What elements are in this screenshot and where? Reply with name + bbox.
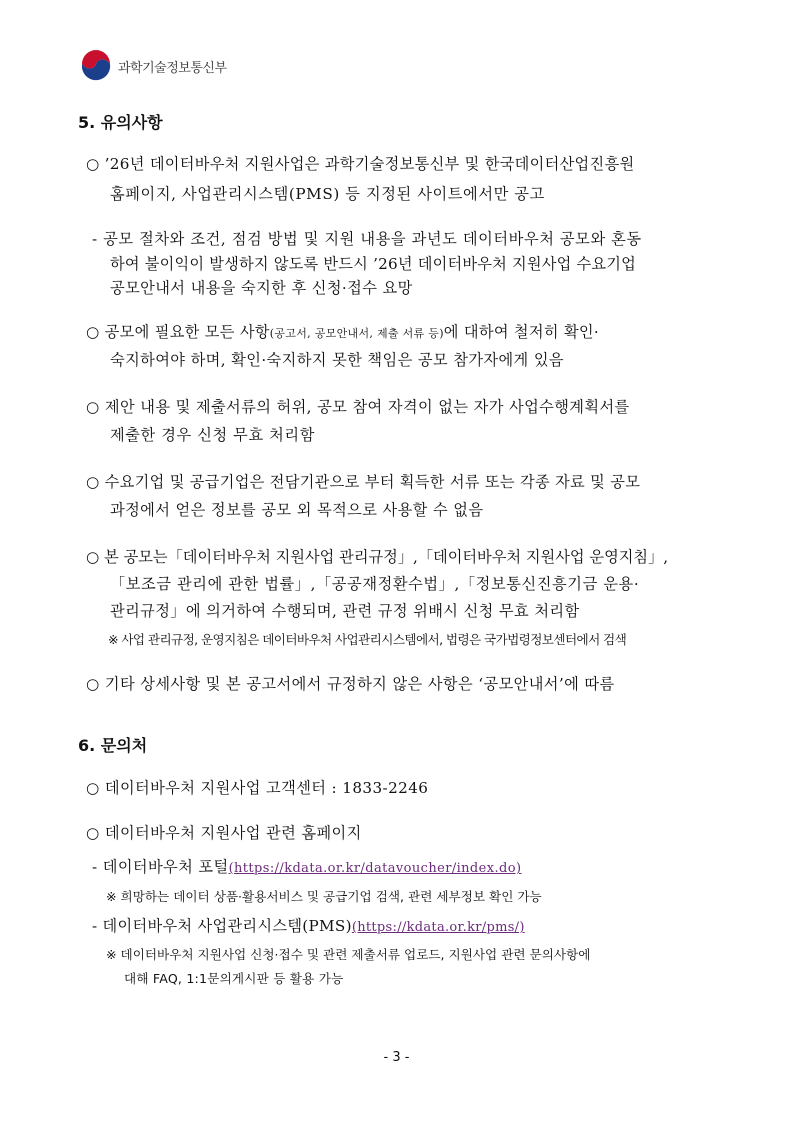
notice-4-line-1: ○ 제안 내용 및 제출서류의 허위, 공모 참여 자격이 없는 자가 사업수행계획서를 — [86, 398, 630, 416]
section-title-contact: 6. 문의처 — [78, 736, 148, 755]
notice-2-line-3: 공모안내서 내용을 숙지한 후 신청·접수 요망 — [110, 279, 413, 297]
pms-note-line-2: 대해 FAQ, 1:1문의게시판 등 활용 가능 — [124, 971, 344, 986]
notice-1-line-2: 홈페이지, 사업관리시스템(PMS) 등 지정된 사이트에서만 공고 — [110, 185, 545, 203]
portal-note: ※ 희망하는 데이터 상품·활용서비스 및 공급기업 검색, 관련 세부정보 확인 가능 — [106, 889, 542, 904]
pms-label: - 데이터바우처 사업관리시스템(PMS) — [92, 917, 352, 935]
notice-6-line-3: 관리규정」에 의거하여 수행되며, 관련 규정 위배시 신청 무효 처리함 — [110, 602, 580, 620]
notice-5-line-2: 과정에서 얻은 정보를 공모 외 목적으로 사용할 수 없음 — [110, 501, 484, 519]
notice-4-line-2: 제출한 경우 신청 무효 처리함 — [110, 426, 315, 444]
notice-3-text-c: 에 대하여 철저히 확인· — [443, 323, 600, 341]
pms-link[interactable]: (https://kdata.or.kr/pms/) — [351, 920, 525, 935]
notice-7-line-1: ○ 기타 상세사항 및 본 공고서에서 규정하지 않은 사항은 ‘공모안내서’에 따름 — [86, 675, 615, 693]
organization-name: 과학기술정보통신부 — [118, 60, 227, 76]
notice-5-line-1: ○ 수요기업 및 공급기업은 전담기관으로 부터 획득한 서류 또는 각종 자료 및 공모 — [86, 473, 641, 491]
page-number: - 3 - — [383, 1050, 410, 1065]
notice-3-text-a: ○ 공모에 필요한 모든 사항 — [86, 323, 270, 341]
notice-3-line-1 — [86, 322, 599, 344]
notice-3-line-2: 숙지하여야 하며, 확인·숙지하지 못한 책임은 공모 참가자에게 있음 — [110, 351, 564, 369]
call-center-line: ○ 데이터바우처 지원사업 고객센터 : 1833-2246 — [86, 779, 429, 797]
pms-line — [92, 916, 525, 938]
notice-2-line-2: 하여 불이익이 발생하지 않도록 반드시 ’26년 데이터바우처 지원사업 수요기업 — [110, 255, 636, 273]
notice-6-line-2: 「보조금 관리에 관한 법률」,「공공재정환수법」,「정보통신진흥기금 운용· — [110, 575, 640, 593]
portal-line — [92, 857, 521, 879]
homepage-heading: ○ 데이터바우처 지원사업 관련 홈페이지 — [86, 824, 362, 842]
government-emblem-icon — [80, 50, 112, 82]
section-title-notices: 5. 유의사항 — [78, 113, 163, 132]
notice-1-line-1: ○ ’26년 데이터바우처 지원사업은 과학기술정보통신부 및 한국데이터산업진흥원 — [86, 155, 635, 173]
notice-6-line-1: ○ 본 공모는「데이터바우처 지원사업 관리규정」,「데이터바우처 지원사업 운영지침」, — [86, 548, 669, 566]
portal-label: - 데이터바우처 포털 — [92, 858, 229, 876]
page-header — [80, 48, 227, 84]
notice-6-note: ※ 사업 관리규정, 운영지침은 데이터바우처 사업관리시스템에서, 법령은 국가법령정보센터에서 검색 — [108, 632, 627, 647]
portal-link[interactable]: (https://kdata.or.kr/datavoucher/index.do) — [228, 861, 522, 876]
pms-note-line-1: ※ 데이터바우처 지원사업 신청·접수 및 관련 제출서류 업로드, 지원사업 관련 문의사항에 — [106, 947, 591, 962]
notice-3-text-b: (공고서, 공모안내서, 제출 서류 등) — [269, 327, 444, 340]
notice-2-line-1: - 공모 절차와 조건, 점검 방법 및 지원 내용을 과년도 데이터바우처 공모와 혼동 — [92, 230, 642, 248]
